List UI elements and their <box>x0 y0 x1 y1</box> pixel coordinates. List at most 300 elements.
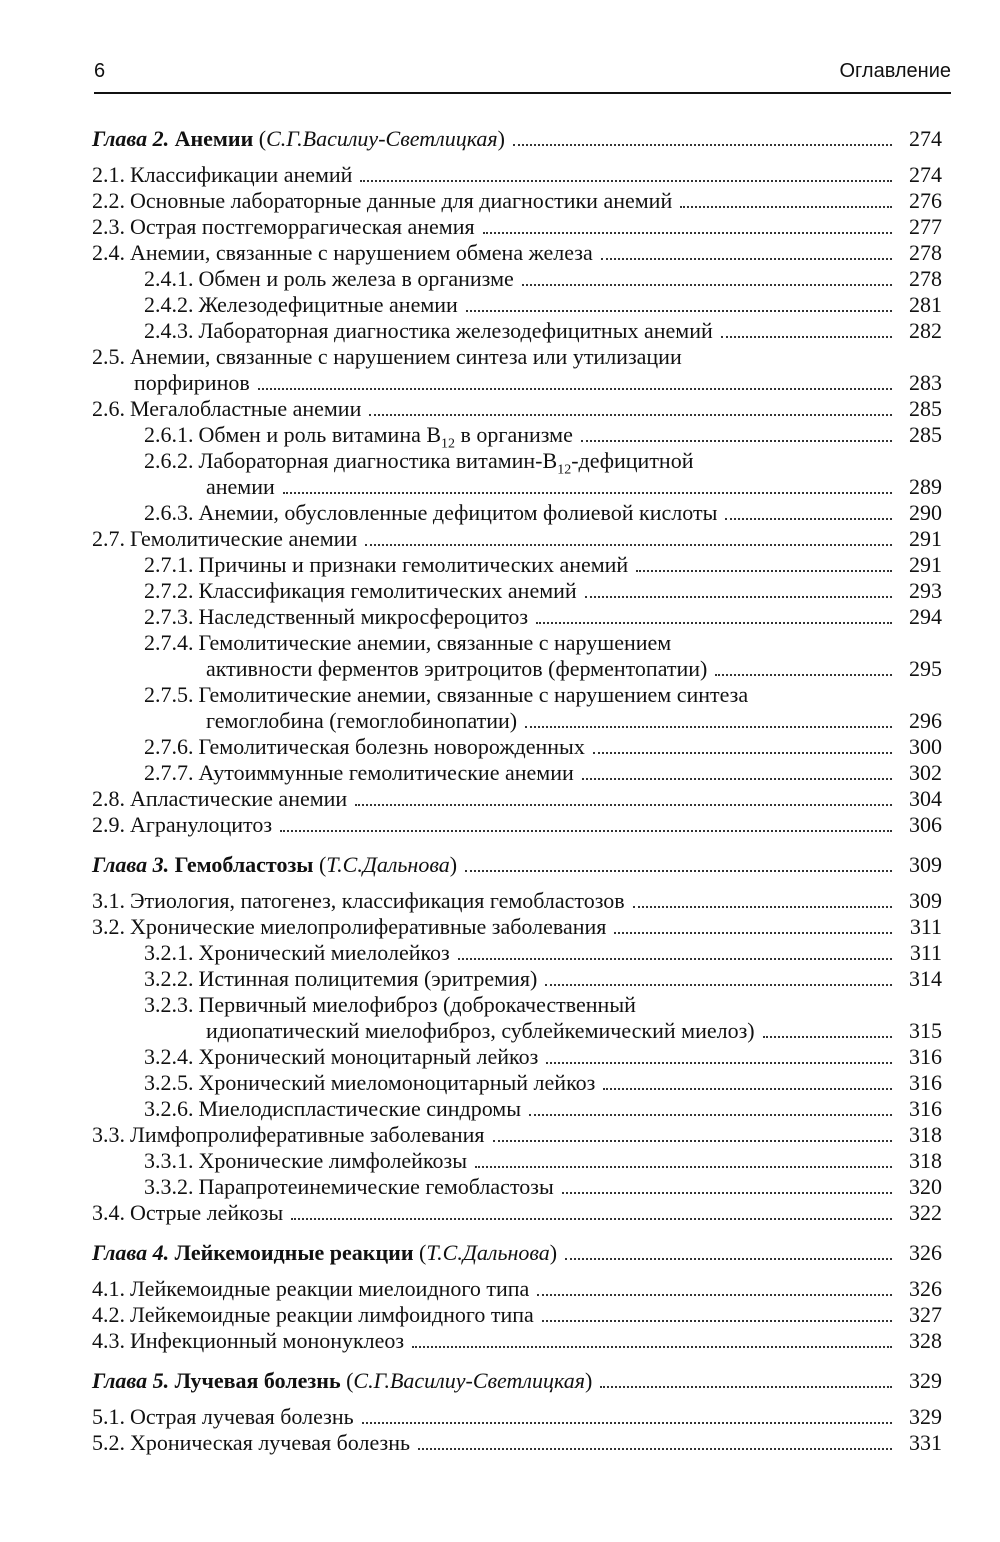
entry-title <box>199 500 718 526</box>
dot-leader <box>545 984 892 986</box>
entry-title <box>130 1276 529 1302</box>
entry-title-text: Острые лейкозы <box>130 1200 284 1225</box>
page-ref: 309 <box>909 888 942 913</box>
toc-line <box>92 214 942 240</box>
chapter-author: Т.С.Дальнова <box>426 1240 550 1265</box>
entry-title-text: Обмен и роль витамина B <box>198 422 442 447</box>
entry-title-text: Анемии, связанные с нарушением синтеза или утилизации <box>130 344 682 369</box>
toc-line <box>92 1200 942 1226</box>
entry-title <box>130 162 352 188</box>
toc-entry <box>92 1302 942 1328</box>
entry-title <box>199 552 629 578</box>
entry-title-text: Анемии, обусловленные дефицитом фолиевой кислоты <box>198 500 718 525</box>
entry-number: 5.2. <box>92 1430 125 1455</box>
entry-title-text: Классификации анемий <box>130 162 353 187</box>
dot-leader <box>525 726 892 728</box>
dot-leader <box>585 596 892 598</box>
page-ref: 318 <box>909 1122 942 1147</box>
entry-title <box>130 344 682 370</box>
toc-line <box>92 448 942 478</box>
toc-chapter <box>92 1240 942 1266</box>
chapter-label: Глава 4. <box>92 1240 170 1265</box>
toc-line <box>92 552 942 578</box>
chapter-name: Лейкемоидные реакции <box>174 1240 414 1265</box>
toc-line <box>92 1044 942 1070</box>
entry-title-text: Анемии, связанные с нарушением обмена железа <box>130 240 593 265</box>
entry-number: 3.3. <box>92 1122 125 1147</box>
toc-entry <box>92 940 942 966</box>
page-ref: 311 <box>909 940 942 965</box>
toc-entry <box>92 344 942 396</box>
entry-title-text: Хронические миелопролиферативные заболевания <box>130 914 607 939</box>
toc-line <box>92 604 942 630</box>
toc-line <box>92 292 942 318</box>
entry-number: 2.7.5. <box>144 682 194 707</box>
toc-line <box>92 162 942 188</box>
entry-title <box>199 940 450 966</box>
entry-title-text: Первичный миелофиброз (доброкачественный <box>198 992 636 1017</box>
entry-continuation: идиопатический миелофиброз, сублейкемический миелоз) <box>206 1018 755 1043</box>
dot-leader <box>522 284 892 286</box>
page-ref: 295 <box>909 656 942 681</box>
dot-leader <box>493 1140 892 1142</box>
entry-title <box>130 1328 404 1354</box>
entry-title-text: Основные лабораторные данные для диагностики анемий <box>130 188 673 213</box>
toc-line <box>92 578 942 604</box>
entry-title-text: Классификация гемолитических анемий <box>198 578 577 603</box>
entry-title-text: Миелодиспластические синдромы <box>198 1096 522 1121</box>
toc-entry <box>92 1200 942 1226</box>
entry-title-text: Лабораторная диагностика витамин-B <box>198 448 558 473</box>
entry-title-text: Хронический моноцитарный лейкоз <box>198 1044 539 1069</box>
dot-leader <box>362 1422 892 1424</box>
toc-line <box>92 940 942 966</box>
toc-chapter <box>92 126 942 152</box>
page-ref: 328 <box>909 1328 942 1353</box>
dot-leader <box>412 1346 892 1348</box>
dot-leader <box>715 674 892 676</box>
toc-line <box>92 1122 942 1148</box>
entry-number: 3.1. <box>92 888 125 913</box>
entry-number: 2.7.1. <box>144 552 194 577</box>
dot-leader <box>280 830 892 832</box>
page-ref: 296 <box>909 708 942 733</box>
chapter-label: Глава 2. <box>92 126 170 151</box>
entry-title <box>130 188 672 214</box>
page-ref: 300 <box>909 734 942 759</box>
entry-continuation: порфиринов <box>134 370 250 395</box>
entry-title <box>130 1200 283 1226</box>
dot-leader <box>465 870 892 872</box>
page-ref: 318 <box>909 1148 942 1173</box>
entry-title-text: Хронический миеломоноцитарный лейкоз <box>198 1070 596 1095</box>
entry-title <box>198 448 694 478</box>
toc-entry <box>92 292 942 318</box>
entry-title <box>199 604 529 630</box>
page-ref: 306 <box>909 812 942 837</box>
toc-entry <box>92 422 942 452</box>
page-ref: 290 <box>909 500 942 525</box>
entry-title <box>199 1096 522 1122</box>
dot-leader <box>475 1166 892 1168</box>
page-ref: 291 <box>909 552 942 577</box>
entry-number: 4.3. <box>92 1328 125 1353</box>
page-ref: 316 <box>909 1070 942 1095</box>
toc-entry <box>92 552 942 578</box>
toc-line <box>92 812 942 838</box>
entry-number: 2.6.2. <box>144 448 194 473</box>
entry-title <box>199 734 585 760</box>
page-header <box>94 60 951 94</box>
entry-number: 3.2.4. <box>144 1044 194 1069</box>
running-title: Оглавление <box>839 60 951 82</box>
chapter-label: Глава 5. <box>92 1368 170 1393</box>
entry-title <box>198 422 573 452</box>
entry-title <box>130 812 272 838</box>
entry-title <box>199 760 574 786</box>
toc-entry <box>92 604 942 630</box>
toc-line <box>92 914 942 940</box>
toc-entry <box>92 214 942 240</box>
toc-line <box>92 188 942 214</box>
toc-line <box>92 1276 942 1302</box>
toc-line <box>92 888 942 914</box>
page-ref: 327 <box>909 1302 942 1327</box>
toc-entry <box>92 188 942 214</box>
entry-title <box>130 1122 485 1148</box>
toc-entry <box>92 1276 942 1302</box>
toc-line <box>92 526 942 552</box>
toc-line: Глава 3. Гемобластозы ( Т.С.Дальнова ) 309 <box>92 852 942 877</box>
entry-title-text: Парапротеинемические гемобластозы <box>198 1174 554 1199</box>
entry-title <box>130 1430 410 1456</box>
entry-number: 2.3. <box>92 214 125 239</box>
entry-title-text: Гемолитические анемии, связанные с нарушением <box>198 630 672 655</box>
page-ref: 285 <box>909 396 942 421</box>
toc-line <box>92 708 942 734</box>
dot-leader <box>513 144 892 146</box>
entry-number: 2.7.6. <box>144 734 194 759</box>
entry-title <box>199 1148 468 1174</box>
entry-title-text: Обмен и роль железа в организме <box>198 266 514 291</box>
page-ref: 293 <box>909 578 942 603</box>
toc-line <box>92 396 942 422</box>
entry-title <box>199 266 514 292</box>
page-ref: 314 <box>909 966 942 991</box>
entry-title <box>199 1174 554 1200</box>
entry-title <box>130 914 606 940</box>
toc-entry <box>92 500 942 526</box>
entry-number: 3.2.5. <box>144 1070 194 1095</box>
entry-continuation: анемии <box>206 474 275 499</box>
entry-title <box>199 682 749 708</box>
dot-leader <box>582 778 892 780</box>
entry-number: 2.4.2. <box>144 292 194 317</box>
toc-entry <box>92 682 942 734</box>
toc-line <box>92 734 942 760</box>
toc-entry <box>92 396 942 422</box>
page-ref: 329 <box>909 1404 942 1429</box>
toc-entry <box>92 526 942 552</box>
dot-leader <box>537 1294 892 1296</box>
page-ref: 278 <box>909 266 942 291</box>
entry-title-text: Хронические лимфолейкозы <box>198 1148 468 1173</box>
toc-entry <box>92 888 942 914</box>
entry-title <box>199 1070 596 1096</box>
dot-leader <box>529 1114 892 1116</box>
dot-leader <box>614 932 892 934</box>
page-ref: 309 <box>909 852 942 877</box>
toc-line <box>92 1018 942 1044</box>
toc-entry <box>92 760 942 786</box>
toc-line <box>92 1070 942 1096</box>
dot-leader <box>283 492 892 494</box>
toc-line <box>92 1302 942 1328</box>
entry-title-text: Этиология, патогенез, классификация гемобластозов <box>130 888 625 913</box>
dot-leader <box>258 388 892 390</box>
chapter-name: Анемии <box>174 126 254 151</box>
entry-number: 2.7. <box>92 526 125 551</box>
entry-title-text: Лабораторная диагностика железодефицитных анемий <box>198 318 713 343</box>
dot-leader <box>546 1062 892 1064</box>
toc-line <box>92 966 942 992</box>
entry-title-text: Железодефицитные анемии <box>198 292 458 317</box>
toc-entry <box>92 786 942 812</box>
toc-entry <box>92 578 942 604</box>
entry-number: 2.7.3. <box>144 604 194 629</box>
toc-entry <box>92 318 942 344</box>
toc-entry <box>92 1148 942 1174</box>
entry-title-text: Лимфопролиферативные заболевания <box>130 1122 485 1147</box>
page-ref: 326 <box>909 1276 942 1301</box>
entry-title-text: Инфекционный мононуклеоз <box>130 1328 405 1353</box>
page-ref: 331 <box>909 1430 942 1455</box>
dot-leader <box>369 414 892 416</box>
dot-leader <box>636 570 892 572</box>
dot-leader <box>466 310 892 312</box>
entry-continuation: активности ферментов эритроцитов (ферментопатии) <box>206 656 708 681</box>
page-ref: 320 <box>909 1174 942 1199</box>
entry-title-text: Агранулоцитоз <box>130 812 273 837</box>
dot-leader <box>360 180 892 182</box>
page-ref: 322 <box>909 1200 942 1225</box>
toc-line: Глава 2. Анемии ( С.Г.Василиу-Светлицкая ) 274 <box>92 126 942 151</box>
toc-line <box>92 266 942 292</box>
entry-number: 2.4.1. <box>144 266 194 291</box>
dot-leader <box>763 1036 892 1038</box>
dot-leader <box>562 1192 892 1194</box>
entry-number: 2.6.3. <box>144 500 194 525</box>
dot-leader <box>483 232 892 234</box>
toc-line <box>92 500 942 526</box>
toc-line <box>92 992 942 1018</box>
dot-leader <box>721 336 892 338</box>
toc-entry <box>92 266 942 292</box>
toc-entry <box>92 1096 942 1122</box>
entry-title <box>130 240 593 266</box>
toc-entry <box>92 966 942 992</box>
dot-leader <box>601 258 892 260</box>
entry-number: 4.2. <box>92 1302 125 1327</box>
toc-entry <box>92 812 942 838</box>
page-ref: 294 <box>909 604 942 629</box>
toc-entry <box>92 1430 942 1456</box>
subscript: 12 <box>441 436 456 452</box>
page-ref: 283 <box>909 370 942 395</box>
entry-title-after: -дефицитной <box>571 448 694 473</box>
page-ref: 289 <box>909 474 942 499</box>
entry-title-text: Гемолитические анемии <box>130 526 358 551</box>
page-ref: 285 <box>909 422 942 447</box>
dot-leader <box>593 752 892 754</box>
toc-line <box>92 656 942 682</box>
entry-title <box>199 292 458 318</box>
page-ref: 302 <box>909 760 942 785</box>
entry-title-text: Причины и признаки гемолитических анемий <box>198 552 629 577</box>
entry-title-text: Гемолитические анемии, связанные с нарушением синтеза <box>198 682 749 707</box>
dot-leader <box>680 206 892 208</box>
toc-entry <box>92 162 942 188</box>
entry-title <box>130 786 347 812</box>
toc-line <box>92 344 942 370</box>
page-ref: 274 <box>909 162 942 187</box>
toc-line: Глава 4. Лейкемоидные реакции ( Т.С.Дальнова ) 326 <box>92 1240 942 1265</box>
dot-leader <box>458 958 892 960</box>
toc-entry <box>92 240 942 266</box>
entry-title-text: Острая постгеморрагическая анемия <box>130 214 475 239</box>
toc-line <box>92 1328 942 1354</box>
entry-number: 2.9. <box>92 812 125 837</box>
entry-number: 2.5. <box>92 344 125 369</box>
dot-leader <box>536 622 892 624</box>
entry-title <box>130 888 625 914</box>
entry-number: 5.1. <box>92 1404 125 1429</box>
page-ref: 316 <box>909 1096 942 1121</box>
chapter-author: С.Г.Василиу-Светлицкая <box>353 1368 585 1393</box>
dot-leader <box>581 440 892 442</box>
toc-chapter <box>92 1368 942 1394</box>
entry-title <box>199 966 538 992</box>
entry-title <box>130 214 475 240</box>
entry-title <box>199 318 713 344</box>
page-ref: 282 <box>909 318 942 343</box>
page-ref: 278 <box>909 240 942 265</box>
table-of-contents <box>92 126 942 1456</box>
entry-number: 3.2.2. <box>144 966 194 991</box>
chapter-author: С.Г.Василиу-Светлицкая <box>266 126 498 151</box>
toc-line <box>92 1174 942 1200</box>
entry-title-text: Истинная полицитемия (эритремия) <box>198 966 538 991</box>
entry-number: 2.2. <box>92 188 125 213</box>
dot-leader <box>365 544 892 546</box>
entry-title-text: Лейкемоидные реакции лимфоидного типа <box>130 1302 534 1327</box>
entry-number: 2.6.1. <box>144 422 194 447</box>
toc-line <box>92 240 942 266</box>
page-ref: 304 <box>909 786 942 811</box>
entry-number: 2.1. <box>92 162 125 187</box>
page-ref: 326 <box>909 1240 942 1265</box>
entry-title-text: Апластические анемии <box>130 786 348 811</box>
entry-number: 2.6. <box>92 396 125 421</box>
toc-entry <box>92 1122 942 1148</box>
toc-line <box>92 1430 942 1456</box>
page-ref: 316 <box>909 1044 942 1069</box>
entry-number: 3.3.2. <box>144 1174 194 1199</box>
dot-leader <box>600 1386 892 1388</box>
entry-number: 2.7.4. <box>144 630 194 655</box>
entry-number: 3.2. <box>92 914 125 939</box>
entry-title-text: Мегалобластные анемии <box>130 396 362 421</box>
toc-entry <box>92 1328 942 1354</box>
toc-chapter <box>92 852 942 878</box>
toc-line <box>92 474 942 500</box>
toc-line <box>92 318 942 344</box>
entry-title <box>199 992 636 1018</box>
entry-title <box>130 526 357 552</box>
page-ref: 281 <box>909 292 942 317</box>
entry-title-text: Наследственный микросфероцитоз <box>198 604 529 629</box>
entry-title <box>130 1302 534 1328</box>
toc-entry <box>92 1044 942 1070</box>
toc-entry <box>92 1404 942 1430</box>
entry-title <box>199 630 672 656</box>
page-ref: 329 <box>909 1368 942 1393</box>
dot-leader <box>542 1320 892 1322</box>
page-ref: 277 <box>909 214 942 239</box>
dot-leader <box>291 1218 892 1220</box>
dot-leader <box>603 1088 892 1090</box>
entry-continuation: гемоглобина (гемоглобинопатии) <box>206 708 518 733</box>
toc-line <box>92 370 942 396</box>
page-ref: 311 <box>909 914 942 939</box>
toc-line <box>92 1096 942 1122</box>
toc-entry <box>92 992 942 1044</box>
toc-line <box>92 682 942 708</box>
toc-line: Глава 5. Лучевая болезнь ( С.Г.Василиу-Светлицкая ) 329 <box>92 1368 942 1393</box>
dot-leader <box>418 1448 892 1450</box>
dot-leader <box>725 518 892 520</box>
toc-line <box>92 1404 942 1430</box>
chapter-name: Гемобластозы <box>174 852 314 877</box>
page-ref: 276 <box>909 188 942 213</box>
subscript: 12 <box>557 462 572 478</box>
toc-line <box>92 630 942 656</box>
entry-number: 3.4. <box>92 1200 125 1225</box>
entry-number: 4.1. <box>92 1276 125 1301</box>
entry-number: 3.3.1. <box>144 1148 194 1173</box>
entry-title-text: Лейкемоидные реакции миелоидного типа <box>130 1276 530 1301</box>
toc-line <box>92 1148 942 1174</box>
entry-title-text: Острая лучевая болезнь <box>130 1404 354 1429</box>
page-number: 6 <box>94 60 106 82</box>
entry-title <box>199 578 577 604</box>
chapter-label: Глава 3. <box>92 852 170 877</box>
toc-line <box>92 760 942 786</box>
entry-title <box>130 1404 354 1430</box>
chapter-author: Т.С.Дальнова <box>326 852 450 877</box>
entry-number: 2.4. <box>92 240 125 265</box>
entry-title-text: Гемолитическая болезнь новорожденных <box>198 734 585 759</box>
dot-leader <box>633 906 892 908</box>
toc-entry <box>92 1174 942 1200</box>
page-ref: 291 <box>909 526 942 551</box>
entry-title <box>199 1044 539 1070</box>
page-ref: 315 <box>909 1018 942 1043</box>
entry-number: 2.8. <box>92 786 125 811</box>
entry-title-text: Аутоиммунные гемолитические анемии <box>198 760 574 785</box>
entry-title-text: Хронический миелолейкоз <box>198 940 450 965</box>
entry-title <box>130 396 361 422</box>
